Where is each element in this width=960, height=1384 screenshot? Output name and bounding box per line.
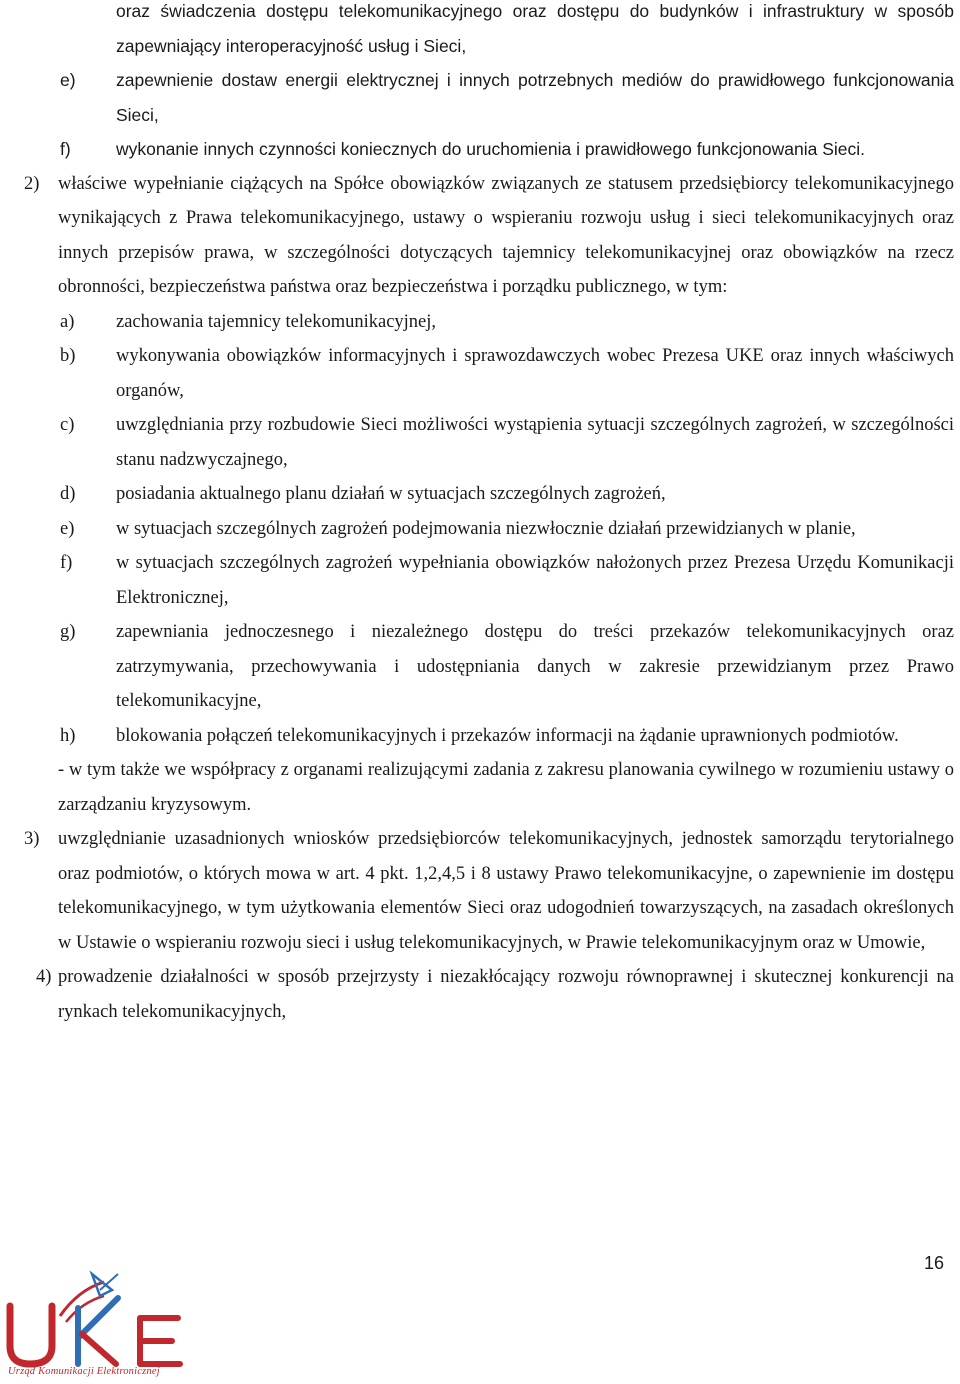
list-marker: c) — [60, 415, 75, 435]
list-item-text: uwzględniania przy rozbudowie Sieci możliwości wystąpienia sytuacji szczególnych zagrożeń, w szczególności stanu nadzwyczajnego, — [116, 415, 954, 470]
list-item-text: blokowania połączeń telekomunikacyjnych i przekazów informacji na żądanie uprawnionych podmiotów. — [116, 725, 899, 746]
list-marker: e) — [60, 518, 75, 539]
subitem-g — [0, 615, 960, 719]
subitem-a — [0, 305, 960, 340]
subitem-b — [0, 339, 960, 408]
list-item-text: zapewniania jednoczesnego i niezależnego dostępu do treści przekazów telekomunikacyjnych oraz zatrzymywania, przechowywania i udostępniania danych w zakresie przewidzianym przez Prawo telekomunikacyjne, — [116, 622, 954, 711]
numbered-item-3 — [0, 822, 960, 960]
numbered-item-2 — [0, 167, 960, 305]
list-marker: d) — [60, 484, 76, 504]
list-marker: h) — [60, 725, 76, 746]
cooperation-note — [0, 753, 960, 822]
list-item-text: zachowania tajemnicy telekomunikacyjnej, — [116, 311, 437, 332]
list-item-text: prowadzenie działalności w sposób przejrzysty i niezakłócający rozwoju równoprawnej i skutecznej konkurencji na rynkach telekomunikacyjnych, — [58, 967, 954, 1022]
subitem-d — [0, 477, 960, 512]
list-item-text: posiadania aktualnego planu działań w sytuacjach szczególnych zagrożeń, — [116, 484, 666, 504]
list-marker: 4) — [36, 967, 52, 987]
continuation-text: oraz świadczenia dostępu telekomunikacyjnego oraz dostępu do budynków i infrastruktury w sposób zapewniający interoperacyjność usług i Sieci, — [116, 1, 954, 56]
list-item-text: wykonanie innych czynności koniecznych do uruchomienia i prawidłowego funkcjonowania Sieci. — [116, 139, 866, 159]
list-marker: g) — [60, 622, 76, 642]
subitem-f — [0, 546, 960, 615]
list-marker: 2) — [24, 173, 40, 194]
list-item-text: w sytuacjach szczególnych zagrożeń wypełniania obowiązków nałożonych przez Prezesa Urzędu Komunikacji Elektronicznej, — [116, 553, 954, 608]
continuation-paragraph — [0, 0, 960, 63]
logo-caption: Urząd Komunikacji Elektronicznej — [8, 1366, 160, 1377]
list-marker: f) — [60, 553, 73, 573]
list-item-text: zapewnienie dostaw energii elektrycznej i innych potrzebnych mediów do prawidłowego funkcjonowania Sieci, — [116, 70, 954, 125]
note-text: - w tym także we współpracy z organami realizującymi zadania z zakresu planowania cywilnego w rozumieniu ustawy o zarządzaniu kryzysowym. — [58, 760, 954, 815]
list-item-text: w sytuacjach szczególnych zagrożeń podejmowania niezwłocznie działań przewidzianych w planie, — [116, 518, 856, 539]
list-item-e-top — [0, 63, 960, 132]
subitem-c — [0, 408, 960, 477]
list-item-text: wykonywania obowiązków informacyjnych i sprawozdawczych wobec Prezesa UKE oraz innych właściwych organów, — [116, 346, 954, 401]
list-marker: 3) — [24, 829, 40, 849]
page-number: 16 — [923, 1253, 944, 1273]
list-marker: f) — [60, 139, 71, 159]
subitem-e — [0, 512, 960, 547]
list-item-text: właściwe wypełnianie ciążących na Spółce obowiązków związanych ze statusem przedsiębiorcy telekomunikacyjnego wynikających z Prawa telekomunikacyjnego, ustawy o wspieraniu rozwoju usług i sieci telekomunikacyjnych oraz innych przepisów prawa, w szczególności dotyczących tajemnicy telekomunikacyjnej oraz obowiązków na rzecz obronności, bezpieczeństwa państwa oraz bezpieczeństwa i porządku publicznego, w tym: — [58, 173, 954, 297]
list-marker: e) — [60, 70, 76, 90]
list-item-f-top — [0, 132, 960, 167]
list-marker: b) — [60, 346, 76, 366]
list-marker: a) — [60, 311, 75, 332]
list-item-text: uwzględnianie uzasadnionych wniosków przedsiębiorców telekomunikacyjnych, jednostek samorządu terytorialnego oraz podmiotów, o których mowa w art. 4 pkt. 1,2,4,5 i 8 ustawy Prawo telekomunikacyjne, o zapewnienie im dostępu telekomunikacyjnego, w tym użytkowania elementów Sieci oraz udogodnień towarzyszących, na zasadach określonych w Ustawie o wspieraniu rozwoju sieci i usług telekomunikacyjnych, w Prawie telekomunikacyjnym oraz w Umowie, — [58, 829, 954, 953]
subitem-h — [0, 719, 960, 754]
numbered-item-4 — [0, 960, 960, 1029]
